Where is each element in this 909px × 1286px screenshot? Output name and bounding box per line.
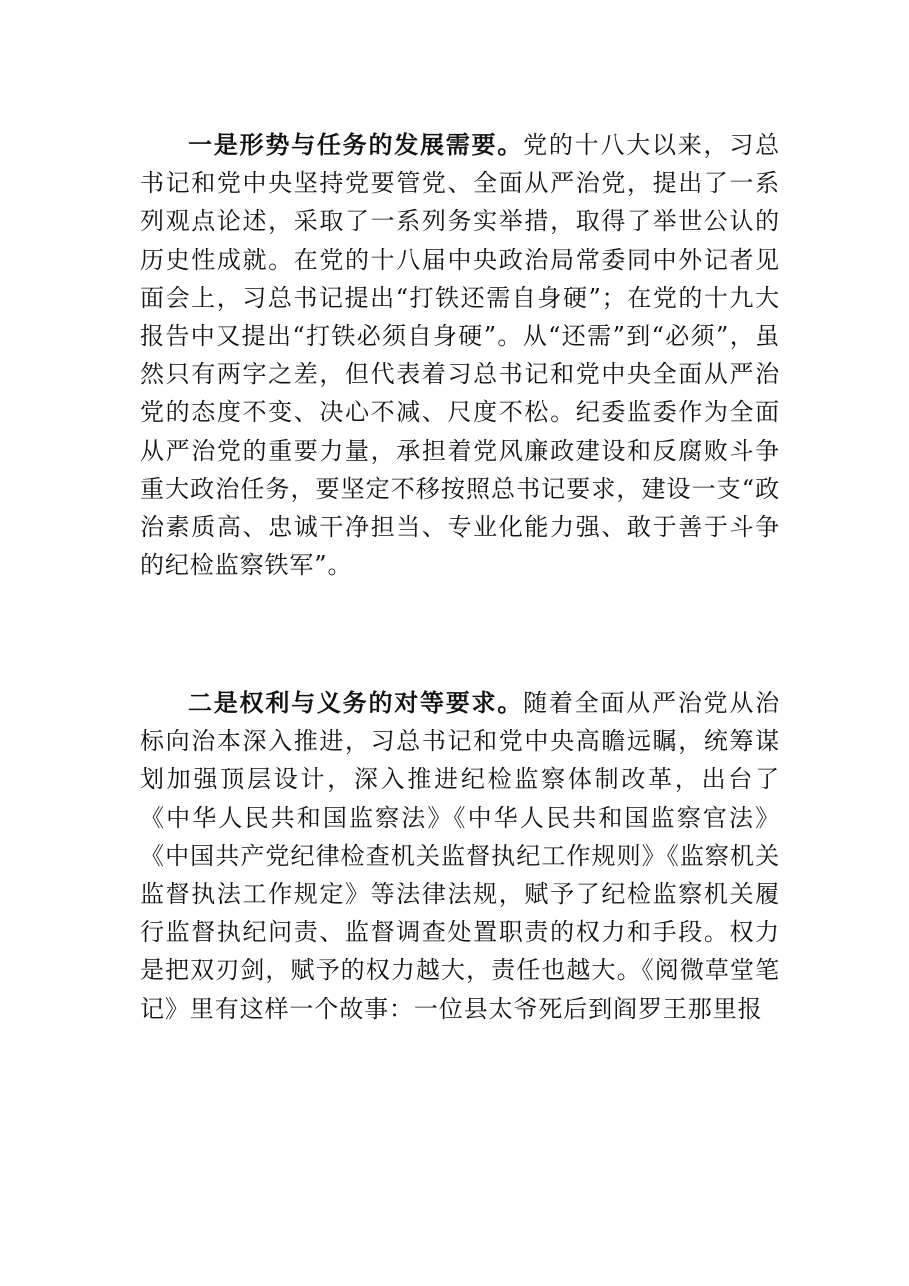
- paragraph-lead-heading: 一是形势与任务的发展需要。: [188, 131, 524, 159]
- paragraph-rights-and-obligations: [140, 684, 780, 1028]
- paragraph-body-text: 党的十八大以来，习总书记和党中央坚持党要管党、全面从严治党，提出了一系列观点论述，采取了一系列务实举措，取得了举世公认的历史性成就。在党的十八届中央政治局常委同中外记者见面会上，习总书记提出“打铁还需自身硬”；在党的十九大报告中又提出“打铁必须自身硬”。从“还需”到“必须”，虽然只有两字之差，但代表着习总书记和党中央全面从严治党的态度不变、决心不减、尺度不松。纪委监委作为全面从严治党的重要力量，承担着党风廉政建设和反腐败斗争重大政治任务，要坚定不移按照总书记要求，建设一支“政治素质高、忠诚干净担当、专业化能力强、敢于善于斗争的纪检监察铁军”。: [140, 131, 781, 580]
- paragraph-lead-heading: 二是权利与义务的对等要求。: [188, 689, 524, 717]
- paragraph-situation-and-tasks: [140, 126, 780, 584]
- paragraph-body-text: 随着全面从严治党从治标向治本深入推进，习总书记和党中央高瞻远瞩，统筹谋划加强顶层设计，深入推进纪检监察体制改革，出台了《中华人民共和国监察法》《中华人民共和国监察官法》《中国共产党纪律检查机关监督执纪工作规则》《监察机关监督执法工作规定》等法律法规，赋予了纪检监察机关履行监督执纪问责、监督调查处置职责的权力和手段。权力是把双刃剑，赋予的权力越大，责任也越大。《阅微草堂笔记》里有这样一个故事：一位县太爷死后到阎罗王那里报: [140, 689, 781, 1023]
